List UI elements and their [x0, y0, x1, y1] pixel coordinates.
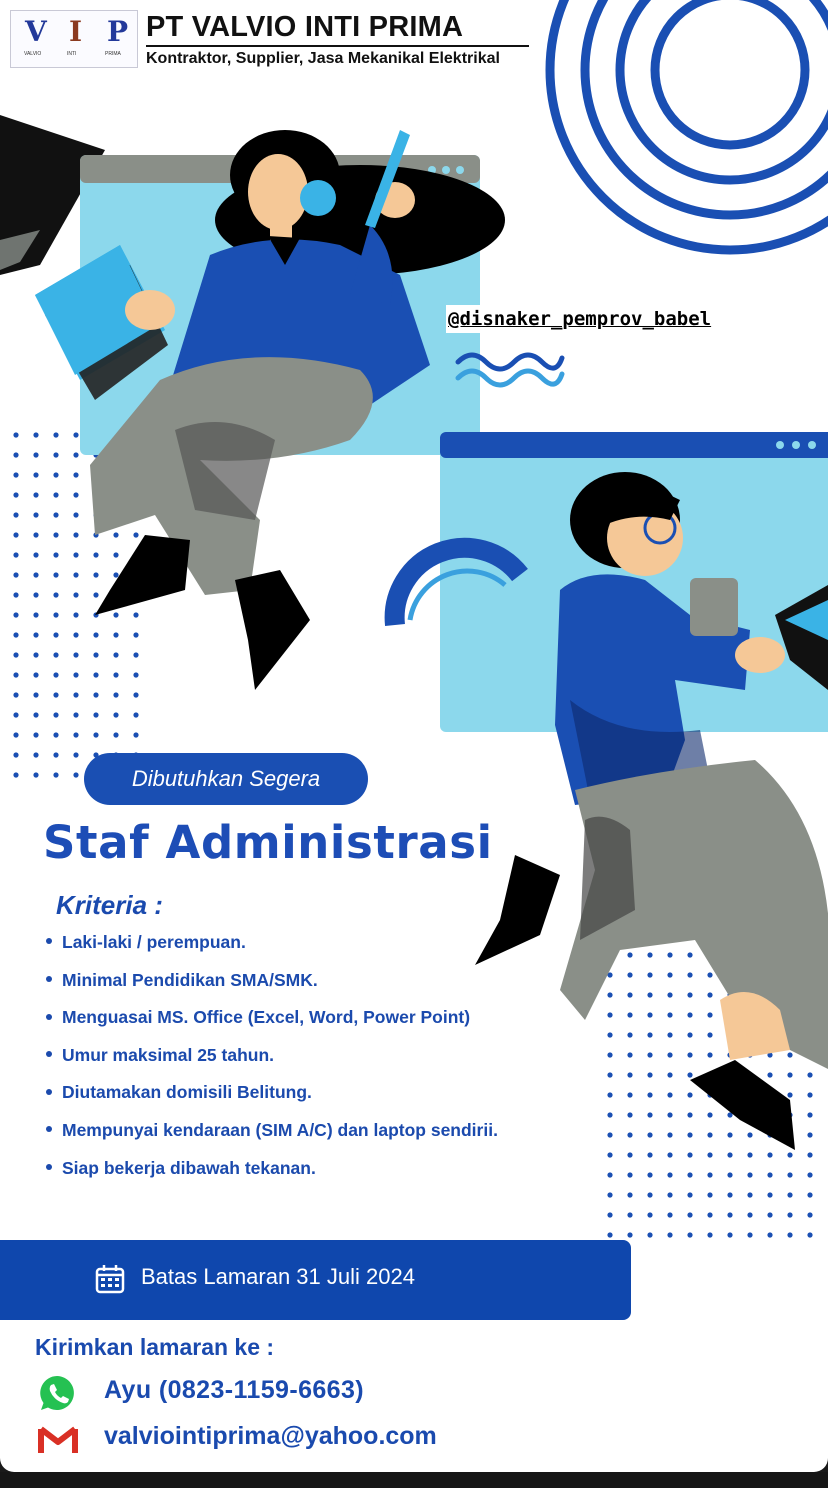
- bullet-icon: [46, 1014, 52, 1020]
- criteria-item-text: Mempunyai kendaraan (SIM A/C) dan laptop sendirii.: [62, 1119, 498, 1140]
- logo-letter-i: I: [69, 15, 83, 48]
- contact-heading: Kirimkan lamaran ke :: [35, 1334, 275, 1360]
- logo-label-inti: INTI: [67, 51, 77, 57]
- bullet-icon: [46, 938, 52, 944]
- bullet-icon: [46, 1164, 52, 1170]
- criteria-item: [46, 1005, 498, 1043]
- job-title: Staf Administrasi: [43, 816, 493, 869]
- criteria-item-text: Siap bekerja dibawah tekanan.: [62, 1157, 316, 1178]
- criteria-item: [46, 1080, 498, 1118]
- header-divider: [146, 45, 529, 47]
- urgent-badge: Dibutuhkan Segera: [84, 753, 368, 805]
- criteria-item: [46, 968, 498, 1006]
- bullet-icon: [46, 1126, 52, 1132]
- gmail-icon: [38, 1425, 78, 1455]
- criteria-item-text: Diutamakan domisili Belitung.: [62, 1082, 312, 1103]
- criteria-item-text: Umur maksimal 25 tahun.: [62, 1044, 275, 1065]
- contact-phone[interactable]: Ayu (0823-1159-6663): [104, 1376, 365, 1404]
- bullet-icon: [46, 976, 52, 982]
- criteria-list: [46, 930, 498, 1193]
- calendar-icon: [94, 1263, 126, 1295]
- company-tagline: Kontraktor, Supplier, Jasa Mekanikal Elektrikal: [146, 50, 500, 67]
- concentric-rings-decoration: [550, 0, 828, 250]
- whatsapp-icon: [38, 1374, 76, 1412]
- watermark-handle: @disnaker_pemprov_babel: [446, 305, 772, 333]
- criteria-heading: Kriteria :: [56, 890, 163, 920]
- criteria-item: [46, 930, 498, 968]
- criteria-item: [46, 1118, 498, 1156]
- logo-letter-p: P: [107, 15, 129, 48]
- deadline-text: Batas Lamaran 31 Juli 2024: [141, 1264, 415, 1289]
- logo-label-prima: PRIMA: [105, 51, 121, 57]
- bullet-icon: [46, 1051, 52, 1057]
- criteria-item: [46, 1043, 498, 1081]
- logo-letter-v: V: [25, 15, 47, 48]
- bullet-icon: [46, 1089, 52, 1095]
- criteria-item-text: Minimal Pendidikan SMA/SMK.: [62, 969, 318, 990]
- logo-label-valvio: VALVIO: [24, 51, 42, 57]
- criteria-item: [46, 1156, 498, 1194]
- company-name: PT VALVIO INTI PRIMA: [146, 11, 464, 43]
- contact-email[interactable]: valviointiprima@yahoo.com: [104, 1422, 437, 1450]
- criteria-item-text: Laki-laki / perempuan.: [62, 932, 246, 952]
- bottom-edge: [0, 1472, 828, 1488]
- company-logo: [10, 10, 138, 68]
- criteria-item-text: Menguasai MS. Office (Excel, Word, Power Point): [62, 1007, 471, 1028]
